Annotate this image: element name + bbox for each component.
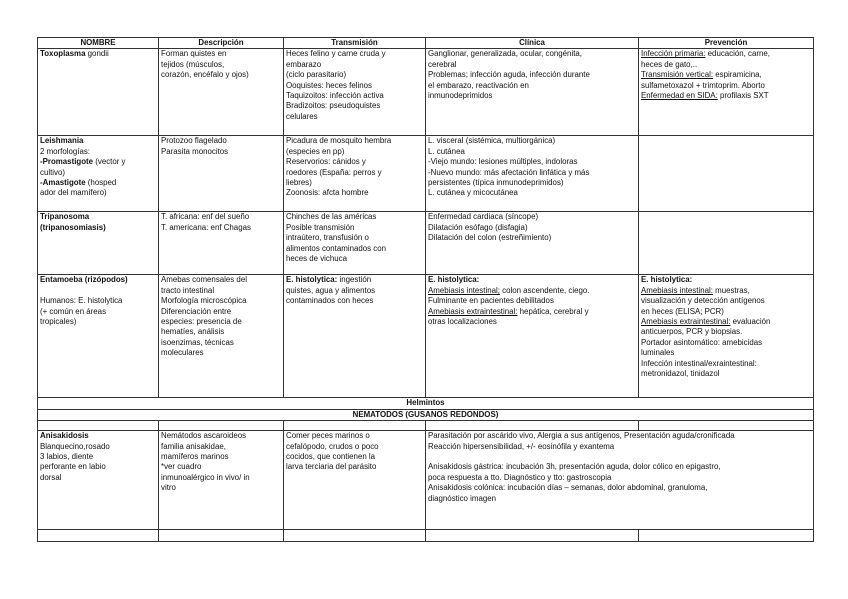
section-row-helmintos [38,398,814,409]
empty-row [38,421,814,431]
cell-trans: Comer peces marinos o cefalópodo, crudos o poco cocidos, que contienen la larva terciaria del parásito [284,431,426,530]
cell-name: Tripanosoma (tripanosomiasis) [38,212,159,275]
cell-clin: L. visceral (sistémica, multiorgánica) L. cutánea -Viejo mundo: lesiones múltiples, indoloras -Nuevo mundo: más afectación linfática y más persistentes (típica inmunodeprimidos) L. cutánea y micocutánea [426,136,639,212]
cell-desc: Forman quistes en tejidos (músculos, corazón, encéfalo y ojos) [159,49,284,136]
header-row [38,38,814,49]
table-row-leishmania [38,136,814,212]
header-clinica: Clínica [426,38,639,49]
cell-name: Entamoeba (rizópodos) Humanos: E. histolytica (+ común en áreas tropicales) [38,275,159,398]
table-row-toxoplasma [38,49,814,136]
cell-desc: Protozoo flagelado Parasita monocitos [159,136,284,212]
document-page [37,37,813,542]
cell-prev [639,212,814,275]
section-nematodos: NEMATODOS (GUSANOS REDONDOS) [38,409,814,420]
cell-name: Anisakidosis Blanquecino,rosado 3 labios, diente perforante en labio dorsal [38,431,159,530]
header-descripcion: Descripción [159,38,284,49]
header-nombre: NOMBRE [38,38,159,49]
cell-clin: Enfermedad cardiaca (síncope) Dilatación esófago (disfagia) Dilatación del colon (estreñimiento) [426,212,639,275]
table-row-anisakidosis [38,431,814,530]
cell-desc: T. africana: enf del sueño T. americana: enf Chagas [159,212,284,275]
empty-row [38,530,814,542]
header-prevencion: Prevención [639,38,814,49]
table-row-entamoeba [38,275,814,398]
cell-desc: Amebas comensales del tracto intestinal Morfología microscópica Diferenciación entre especies: presencia de hematíes, análisis isoenzimas, técnicas moleculares [159,275,284,398]
cell-prev: E. histolytica: Amebiasis intestinal: muestras, visualización y detección antígenos en heces (ELISA; PCR) Amebiasis extraintestinal: evaluación anticuerpos, PCR y biopsias. Portador asintomático: amebicidas luminales Infección intestinal/exraintestinal: metronidazol, tinidazol [639,275,814,398]
section-row-nematodos [38,409,814,420]
cell-name: Toxoplasma gondii [38,49,159,136]
cell-prev: Infección primaria: educación, carne, heces de gato,.. Transmisión vertical: espiramicina, sulfametoxazol + trimtoprim. Aborto Enfermedad en SIDA: profilaxis SXT [639,49,814,136]
cell-clin: E. histolytica: Amebiasis intestinal; colon ascendente, ciego. Fulminante en pacientes debilitados Amebiasis extraintestinal: hepática, cerebral y otras localizaciones [426,275,639,398]
cell-name: Leishmania 2 morfologías: -Promastigote (vector y cultivo) -Amastigote (hosped ador del mamífero) [38,136,159,212]
cell-prev [639,136,814,212]
cell-trans: E. histolytica: ingestión quistes, agua y alimentos contaminados con heces [284,275,426,398]
header-transmision: Transmisión [284,38,426,49]
cell-clin-prev: Parasitación por ascárido vivo, Alergia a sus antígenos, Presentación aguda/cronificada Reacción hipersensibilidad, +/- eosinófila y exantema Anisakidosis gástrica: incubación 3h, presentación aguda, dolor cólico en epigastro, poca respuesta a tto. Diagnóstico y tto: gastroscopia Anisakidosis colónica: incubación días – semanas, dolor abdominal, granuloma, diagnóstico imagen [426,431,814,530]
cell-trans: Picadura de mosquito hembra (especies en pp) Reservorios: cánidos y roedores (España: perros y liebres) Zoonosis: afcta hombre [284,136,426,212]
cell-trans: Chinches de las américas Posible transmisión intraútero, transfusión o alimentos contaminados con heces de vichuca [284,212,426,275]
cell-clin: Ganglionar, generalizada, ocular, congénita, cerebral Problemas; infección aguda, infección durante el embarazo, reactivación en inmunodeprimidos [426,49,639,136]
section-helmintos: Helmintos [38,398,814,409]
parasite-table [37,37,814,542]
cell-trans: Heces felino y carne cruda y embarazo (ciclo parasitario) Ooquistes: heces felinos Taquizoitos: infección activa Bradizoitos: pseudoquistes celulares [284,49,426,136]
table-row-tripanosoma [38,212,814,275]
cell-desc: Nemátodos ascaroideos familia anisakidae, mamíferos marinos *ver cuadro inmunoalérgico in vivo/ in vitro [159,431,284,530]
